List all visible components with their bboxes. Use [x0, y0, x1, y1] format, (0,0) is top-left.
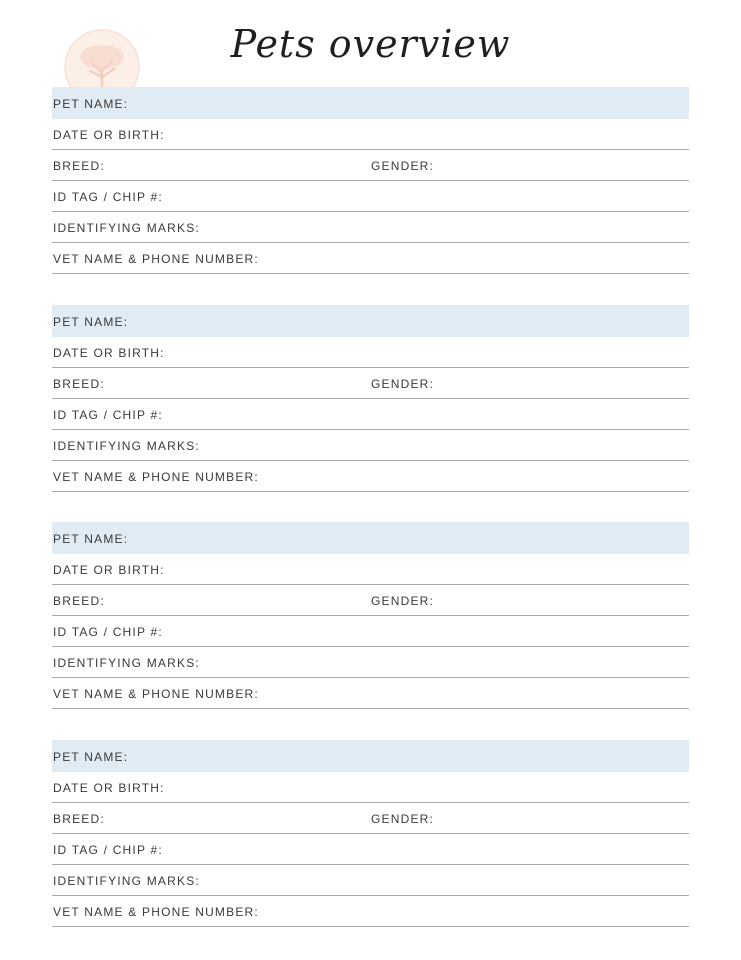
date-of-birth-row[interactable]: [52, 772, 689, 803]
identifying-marks-row[interactable]: [52, 865, 689, 896]
pet-form-4: [52, 740, 689, 927]
vet-row[interactable]: [52, 461, 689, 492]
identifying-marks-label: IDENTIFYING MARKS:: [53, 656, 200, 670]
vet-row[interactable]: [52, 896, 689, 927]
breed-gender-row[interactable]: [52, 585, 689, 616]
breed-gender-row[interactable]: [52, 368, 689, 399]
breed-label: BREED:: [53, 812, 105, 826]
date-of-birth-row[interactable]: [52, 119, 689, 150]
vet-label: VET NAME & PHONE NUMBER:: [53, 252, 259, 266]
pet-name-row[interactable]: [52, 740, 689, 772]
id-tag-label: ID TAG / CHIP #:: [53, 408, 163, 422]
date-of-birth-row[interactable]: [52, 337, 689, 368]
vet-row[interactable]: [52, 243, 689, 274]
breed-label: BREED:: [53, 377, 105, 391]
id-tag-row[interactable]: [52, 616, 689, 647]
identifying-marks-label: IDENTIFYING MARKS:: [53, 874, 200, 888]
pet-name-row[interactable]: [52, 87, 689, 119]
breed-label: BREED:: [53, 594, 105, 608]
id-tag-row[interactable]: [52, 399, 689, 430]
id-tag-label: ID TAG / CHIP #:: [53, 190, 163, 204]
date-of-birth-label: DATE OR BIRTH:: [53, 781, 165, 795]
vet-label: VET NAME & PHONE NUMBER:: [53, 905, 259, 919]
breed-gender-row[interactable]: [52, 150, 689, 181]
date-of-birth-label: DATE OR BIRTH:: [53, 128, 165, 142]
pet-form-2: [52, 305, 689, 492]
date-of-birth-row[interactable]: [52, 554, 689, 585]
id-tag-row[interactable]: [52, 834, 689, 865]
identifying-marks-row[interactable]: [52, 212, 689, 243]
gender-label: GENDER:: [371, 812, 435, 826]
breed-gender-row[interactable]: [52, 803, 689, 834]
identifying-marks-row[interactable]: [52, 430, 689, 461]
pet-name-label: PET NAME:: [53, 97, 129, 111]
pet-name-row[interactable]: [52, 305, 689, 337]
gender-label: GENDER:: [371, 377, 435, 391]
pet-name-label: PET NAME:: [53, 532, 129, 546]
pet-form-3: [52, 522, 689, 709]
breed-label: BREED:: [53, 159, 105, 173]
date-of-birth-label: DATE OR BIRTH:: [53, 346, 165, 360]
vet-row[interactable]: [52, 678, 689, 709]
pet-name-label: PET NAME:: [53, 750, 129, 764]
vet-label: VET NAME & PHONE NUMBER:: [53, 470, 259, 484]
identifying-marks-label: IDENTIFYING MARKS:: [53, 439, 200, 453]
identifying-marks-row[interactable]: [52, 647, 689, 678]
identifying-marks-label: IDENTIFYING MARKS:: [53, 221, 200, 235]
id-tag-row[interactable]: [52, 181, 689, 212]
page-title: Pets overview: [230, 22, 511, 66]
id-tag-label: ID TAG / CHIP #:: [53, 625, 163, 639]
pet-name-label: PET NAME:: [53, 315, 129, 329]
vet-label: VET NAME & PHONE NUMBER:: [53, 687, 259, 701]
pet-name-row[interactable]: [52, 522, 689, 554]
id-tag-label: ID TAG / CHIP #:: [53, 843, 163, 857]
date-of-birth-label: DATE OR BIRTH:: [53, 563, 165, 577]
pet-form-1: [52, 87, 689, 274]
gender-label: GENDER:: [371, 159, 435, 173]
gender-label: GENDER:: [371, 594, 435, 608]
